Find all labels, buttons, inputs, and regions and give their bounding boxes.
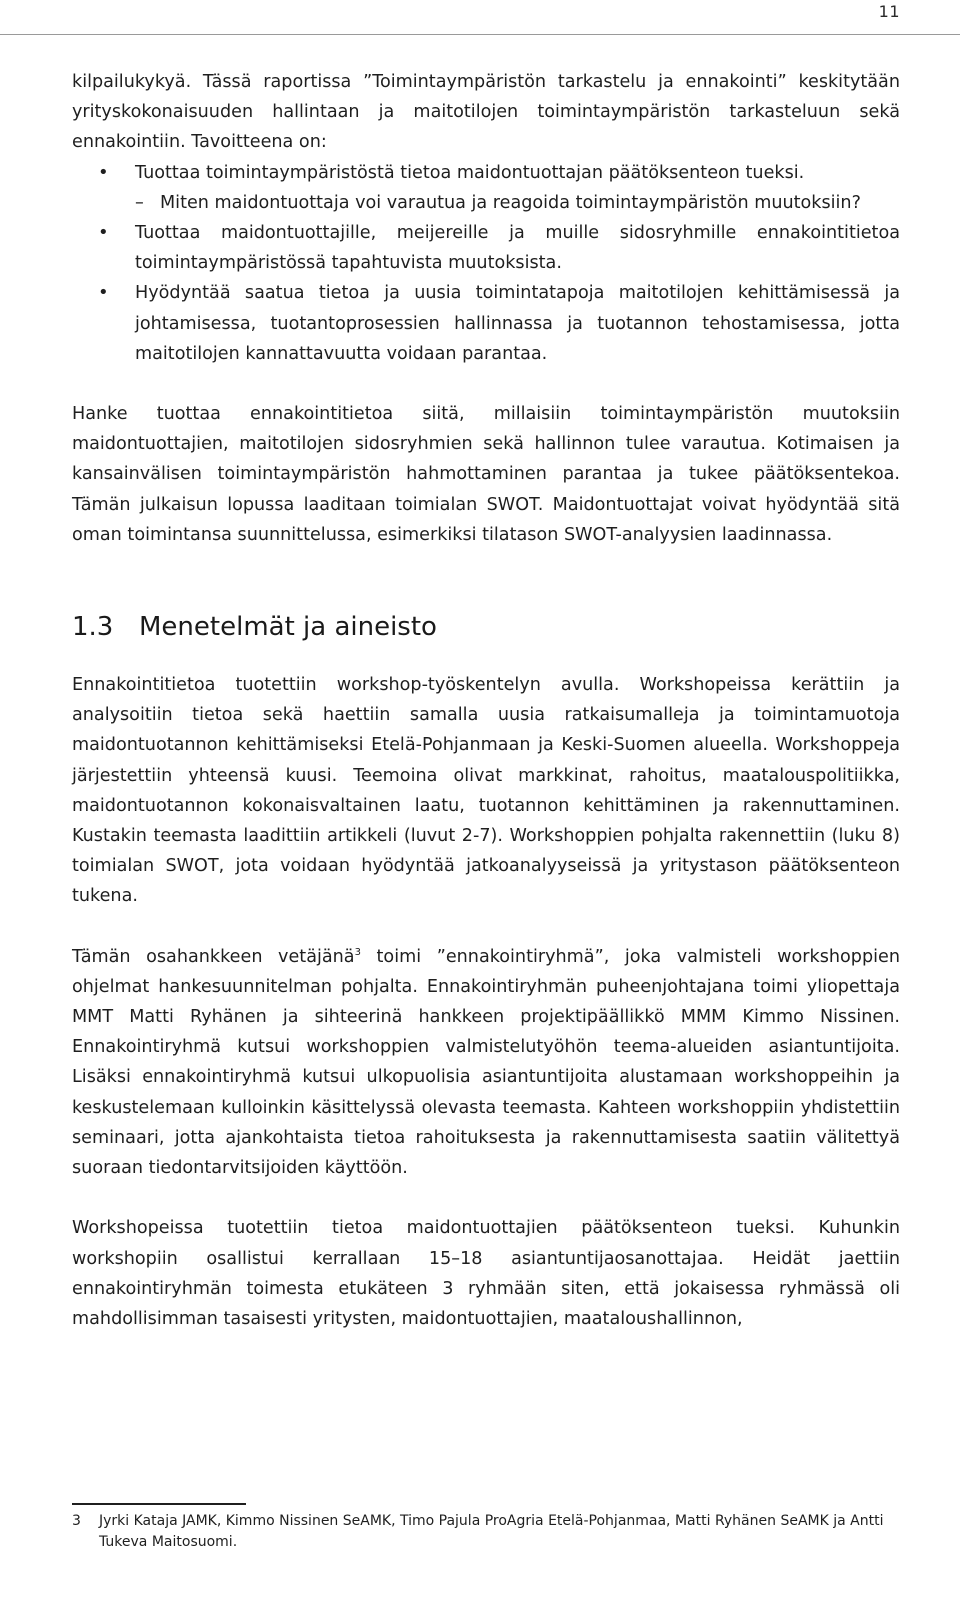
list-item-text: Tuottaa toimintaympäristöstä tietoa maidontuottajan päätöksenteon tueksi. <box>135 162 805 183</box>
page-number: 11 <box>878 2 900 21</box>
footnote-number: 3 <box>72 1513 81 1529</box>
dash-marker: – <box>135 192 144 213</box>
goals-list-continued <box>72 218 900 369</box>
page-body <box>72 67 900 1334</box>
footnote-divider <box>72 1503 246 1505</box>
ryhma-paragraph <box>72 942 900 1184</box>
osallistujat-paragraph: Workshopeissa tuotettiin tietoa maidontuottajien päätöksenteon tueksi. Kuhunkin workshopiin osallistui kerrallaan 15–18 asiantuntijaosanottajaa. Heidät jaettiin ennakointiryhmän toimesta etukäteen 3 ryhmään siten, että jokaisessa ryhmässä oli mahdollisimman tasaisesti yritysten, maidontuottajien, maataloushallinnon, <box>72 1218 900 1329</box>
hanke-paragraph: Hanke tuottaa ennakointitietoa siitä, millaisiin toimintaympäristön muutoksiin maidontuottajien, maitotilojen sidosryhmien sekä hallinnon tulee varautua. Kotimaisen ja kansainvälisen toimintaympäristön hahmottaminen parantaa ja tukee päätöksentekoa. Tämän julkaisun lopussa laaditaan toimialan SWOT. Maidontuottajat voivat hyödyntää sitä oman toimintansa suunnittelussa, esimerkiksi tilatason SWOT-analyysien laadinnassa. <box>72 404 900 545</box>
intro-paragraph: kilpailukykyä. Tässä raportissa ”Toimintaympäristön tarkastelu ja ennakointi” keskitytään yrityskokonaisuuden hallintaan ja maitotilojen toimintaympäristön tarkasteluun sekä ennakointiin. Tavoitteena on: <box>72 72 900 153</box>
ryhma-text-start: Tämän osahankkeen vetäjänä <box>72 946 355 967</box>
list-item <box>72 218 900 278</box>
list-item <box>72 158 900 188</box>
list-item-text: Hyödyntää saatua tietoa ja uusia toimintatapoja maitotilojen kehittämisessä ja johtamisessa, tuotantoprosessien hallinnassa ja tuotannon tehostamisessa, jotta maitotilojen kannattavuutta voidaan parantaa. <box>135 283 900 364</box>
ryhma-text-rest: toimi ”ennakointiryhmä”, joka valmisteli workshoppien ohjelmat hankesuunnitelman pohjalta. Ennakointiryhmän puheenjohtajana toimi yliopettaja MMT Matti Ryhänen ja sihteerinä hankkeen projektipäällikkö MMM Kimmo Nissinen. Ennakointiryhmä kutsui workshoppien valmistelutyöhön teema-alueiden asiantuntijoita. Lisäksi ennakointiryhmä kutsui ulkopuolisia asiantuntijoita alustamaan workshoppeihin ja keskustelemaan kulloinkin käsittelyssä olevasta teemasta. Kahteen workshoppiin yhdistettiin seminaari, jotta ajankohtaista tietoa rahoituksesta ja rakennuttamisesta saatiin välitettyä suoraan tiedontarvitsijoiden käyttöön. <box>72 946 900 1179</box>
footnote-text: Jyrki Kataja JAMK, Kimmo Nissinen SeAMK, Timo Pajula ProAgria Etelä-Pohjanmaa, Matti Ryhänen SeAMK ja Antti Tukeva Maitosuomi. <box>99 1513 884 1550</box>
section-heading <box>72 610 900 644</box>
sub-list-item-text: Miten maidontuottaja voi varautua ja reagoida toimintaympäristön muutoksiin? <box>160 192 861 213</box>
list-item <box>72 278 900 369</box>
sub-list-item <box>72 188 900 218</box>
goals-list <box>72 158 900 188</box>
list-item-text: Tuottaa maidontuottajille, meijereille ja muille sidosryhmille ennakointitietoa toimintaympäristössä tapahtuvista muutoksista. <box>135 223 900 274</box>
section-number: 1.3 <box>72 612 114 643</box>
footnote <box>72 1511 900 1553</box>
workshop-paragraph: Ennakointitietoa tuotettiin workshop-työskentelyn avulla. Workshopeissa kerättiin ja analysoitiin tietoa sekä haettiin samalla uusia ratkaisumalleja ja toimintamuotoja maidontuotannon kehittämiseksi Etelä-Pohjanmaan ja Keski-Suomen alueella. Workshoppeja järjestettiin yhteensä kuusi. Teemoina olivat markkinat, rahoitus, maatalouspolitiikka, maidontuotannon kokonaisvaltainen laatu, tuotannon kehittäminen ja rakennuttaminen. Kustakin teemasta laadittiin artikkeli (luvut 2-7). Workshoppien pohjalta rakennettiin (luku 8) toimialan SWOT, jota voidaan hyödyntää jatkoanalyyseissä ja yritystason päätöksenteon tukena. <box>72 675 900 907</box>
header-divider <box>0 34 960 35</box>
section-title: Menetelmät ja aineisto <box>139 612 437 643</box>
footnote-reference: 3 <box>354 946 361 958</box>
